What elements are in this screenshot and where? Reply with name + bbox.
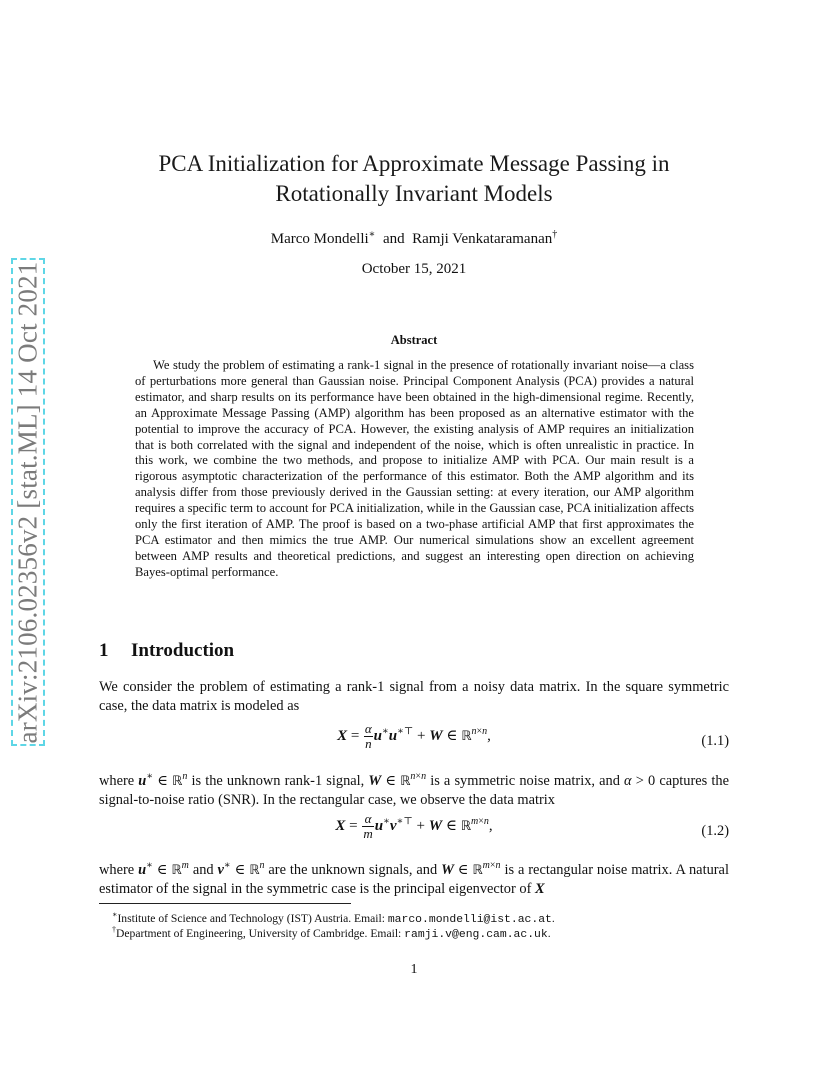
- author-connector: and: [382, 231, 405, 247]
- footnote-2: †Department of Engineering, University of Cambridge. Email: ramji.v@eng.cam.ac.uk.: [112, 925, 551, 941]
- author-2-mark: †: [552, 229, 558, 240]
- section-number: 1: [99, 640, 109, 661]
- abstract-heading: Abstract: [390, 333, 438, 347]
- paper-title: [100, 149, 728, 209]
- footnote-rule: [99, 903, 351, 904]
- p3-c: are the unknown signals, and: [268, 861, 438, 878]
- equation-1-1-body: X = $\frac{\alpha}{n}$ u∗u∗⊤ + W ∈ ℝ$^{n\times n}$,: [337, 721, 491, 751]
- footnote-2-text: Department of Engineering, University of Cambridge. Email:: [116, 926, 405, 940]
- p2-b: is the unknown rank-1 signal,: [191, 772, 365, 789]
- footnote-1-mark: ∗: [112, 910, 118, 919]
- title-line-2: Rotationally Invariant Models: [275, 181, 553, 206]
- section-title: Introduction: [131, 640, 235, 661]
- equation-1-2-body: X = $\frac{\alpha}{m}$ u∗v∗⊤ + W ∈ ℝ$^{m\times n}$,: [335, 811, 493, 841]
- footnote-2-mark: †: [112, 925, 116, 934]
- intro-paragraph-1: We consider the problem of estimating a rank-1 signal from a noisy data matrix. In the square symmetric case, the data matrix is modeled as: [99, 679, 729, 714]
- footnote-2-email[interactable]: ramji.v@eng.cam.ac.uk: [404, 928, 548, 941]
- intro-paragraph-2: where u∗ ∈ ℝ$^n$ is the unknown rank-1 signal, W ∈ ℝ$^{n\times n}$ is a symmetric noise matrix, and α > 0 captures the signal-to-noise ratio (SNR). In the rectangular case, we observe the data matrix: [99, 771, 729, 809]
- author-list: [100, 229, 728, 248]
- paper-date: October 15, 2021: [361, 261, 467, 277]
- equation-1-2: [99, 812, 729, 852]
- author-2: Ramji Venkataramanan: [412, 231, 553, 247]
- p2-c: is a symmetric noise matrix, and: [430, 772, 620, 789]
- author-1-mark: ∗: [368, 229, 376, 240]
- intro-paragraph-3: where u∗ ∈ ℝ$^m$ and v∗ ∈ ℝ$^n$ are the unknown signals, and W ∈ ℝ$^{m\times n}$ is a rectangular noise matrix. A natural estimator of the signal in the symmetric case is the principal eigenvector of X: [99, 860, 729, 898]
- equation-1-1-number: (1.1): [701, 733, 729, 749]
- author-1: Marco Mondelli: [270, 231, 369, 247]
- p3-d: is a rectangular noise matrix. A natural estimator of the signal in the symmetric case is the principal eigenvector of: [99, 861, 729, 898]
- arxiv-identifier-text: arXiv:2106.02356v2 [stat.ML] 14 Oct 2021: [12, 261, 43, 743]
- abstract-text: We study the problem of estimating a rank-1 signal in the presence of rotationally invariant noise—a class of perturbations more general than Gaussian noise. Principal Component Analysis (PCA) provides a natural estimator, and sharp results on its performance have been obtained in the high-dimensional regime. Recently, an Approximate Message Passing (AMP) algorithm has been proposed as an alternative estimator with the potential to improve the accuracy of PCA. However, the existing analysis of AMP requires an initialization that is both correlated with the signal and independent of the noise, which is often unrealistic in practice. In this work, we combine the two methods, and propose to initialize AMP with PCA. Our main result is a rigorous asymptotic characterization of the performance of this estimator. Both the AMP algorithm and its analysis differ from those previously derived in the Gaussian setting: at every iteration, our AMP algorithm requires a specific term to account for PCA initialization, while in the Gaussian case, PCA initialization affects only the first iteration of AMP. The proof is based on a two-phase artificial AMP that first approximates the PCA estimator and then mimics the true AMP. Our numerical simulations show an excellent agreement between AMP results and theoretical predictions, and suggest an interesting open direction on achieving Bayes-optimal performance.: [135, 358, 694, 579]
- p2-a: where: [99, 772, 135, 789]
- section-heading: [99, 640, 234, 662]
- page-number: 1: [410, 962, 418, 977]
- equation-1-1: [99, 722, 729, 762]
- footnote-1-text: Institute of Science and Technology (IST) Austria. Email:: [117, 911, 388, 925]
- arxiv-identifier-stamp: [11, 258, 45, 746]
- title-line-1: PCA Initialization for Approximate Message Passing in: [158, 151, 670, 176]
- p3-b: and: [192, 861, 214, 878]
- equation-1-2-number: (1.2): [701, 823, 729, 839]
- p2-d: captures the signal-to-noise ratio (SNR). In the rectangular case, we observe the data matrix: [99, 772, 729, 809]
- footnote-1: ∗Institute of Science and Technology (IST) Austria. Email: marco.mondelli@ist.ac.at.: [112, 910, 555, 926]
- footnote-1-email[interactable]: marco.mondelli@ist.ac.at: [387, 913, 552, 926]
- p3-a: where: [99, 861, 135, 878]
